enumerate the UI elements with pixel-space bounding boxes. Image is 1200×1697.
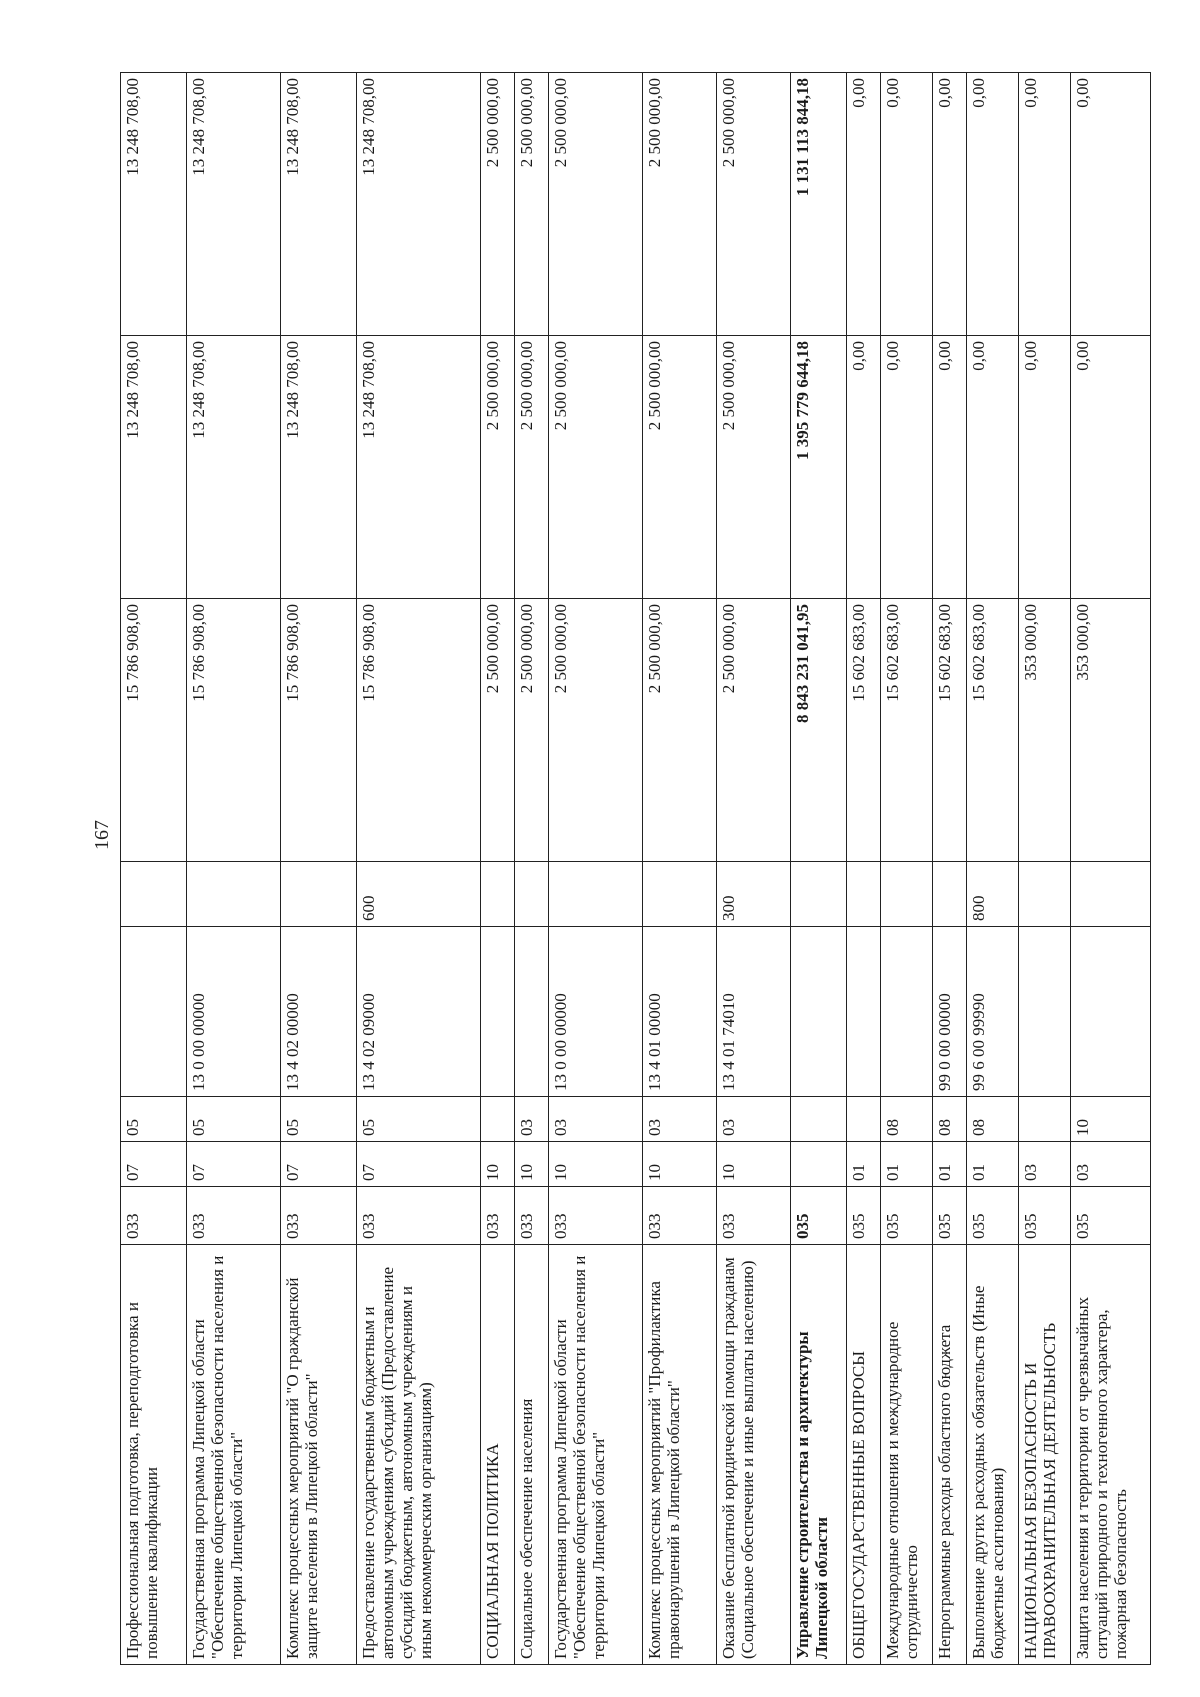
- cell-vr: 800: [967, 862, 1019, 927]
- cell-csr: [847, 927, 881, 1097]
- table-row: [357, 73, 481, 1665]
- table-row: [281, 73, 357, 1665]
- cell-rz: 01: [847, 1142, 881, 1187]
- cell-pr: 08: [967, 1097, 1019, 1142]
- cell-rz: 10: [717, 1142, 791, 1187]
- cell-ved: 033: [281, 1187, 357, 1245]
- cell-name: НАЦИОНАЛЬНАЯ БЕЗОПАСНОСТЬ И ПРАВООХРАНИТЕЛЬНАЯ ДЕЯТЕЛЬНОСТЬ: [1019, 1245, 1071, 1665]
- cell-ved: 033: [357, 1187, 481, 1245]
- cell-s2: 13 248 708,00: [281, 336, 357, 599]
- cell-s2: 2 500 000,00: [717, 336, 791, 599]
- cell-s1: 2 500 000,00: [481, 599, 515, 862]
- cell-ved: 033: [187, 1187, 281, 1245]
- cell-s2: 0,00: [1071, 336, 1151, 599]
- cell-csr: 13 4 01 00000: [643, 927, 717, 1097]
- table-row: [515, 73, 549, 1665]
- cell-s3: 13 248 708,00: [281, 73, 357, 336]
- cell-rz: 07: [187, 1142, 281, 1187]
- cell-rz: 10: [481, 1142, 515, 1187]
- cell-s1: 15 602 683,00: [933, 599, 967, 862]
- cell-s1: 15 786 908,00: [281, 599, 357, 862]
- cell-s1: 8 843 231 041,95: [791, 599, 847, 862]
- cell-s3: 2 500 000,00: [643, 73, 717, 336]
- cell-name: Профессиональная подготовка, переподготовка и повышение квалификации: [121, 1245, 187, 1665]
- cell-s3: 0,00: [847, 73, 881, 336]
- cell-vr: [121, 862, 187, 927]
- cell-s3: 13 248 708,00: [187, 73, 281, 336]
- cell-ved: 035: [791, 1187, 847, 1245]
- cell-s3: 0,00: [881, 73, 933, 336]
- cell-s3: 2 500 000,00: [481, 73, 515, 336]
- cell-pr: [1019, 1097, 1071, 1142]
- cell-ved: 035: [967, 1187, 1019, 1245]
- cell-name: СОЦИАЛЬНАЯ ПОЛИТИКА: [481, 1245, 515, 1665]
- cell-ved: 035: [933, 1187, 967, 1245]
- cell-rz: 07: [357, 1142, 481, 1187]
- cell-s1: 353 000,00: [1019, 599, 1071, 862]
- cell-pr: [847, 1097, 881, 1142]
- cell-pr: 08: [933, 1097, 967, 1142]
- cell-s2: 0,00: [1019, 336, 1071, 599]
- table-row: [643, 73, 717, 1665]
- table-row: [549, 73, 643, 1665]
- budget-table: [120, 72, 1151, 1665]
- cell-name: Управление строительства и архитектуры Липецкой области: [791, 1245, 847, 1665]
- cell-s2: 2 500 000,00: [549, 336, 643, 599]
- cell-rz: 01: [967, 1142, 1019, 1187]
- cell-name: Государственная программа Липецкой области "Обеспечение общественной безопасности населения и территории Липецкой области": [187, 1245, 281, 1665]
- table-row: [791, 73, 847, 1665]
- cell-name: Защита населения и территории от чрезвычайных ситуаций природного и техногенного характера, пожарная безопасность: [1071, 1245, 1151, 1665]
- cell-s2: 0,00: [881, 336, 933, 599]
- cell-csr: 13 0 00 00000: [549, 927, 643, 1097]
- cell-name: Непрограммные расходы областного бюджета: [933, 1245, 967, 1665]
- cell-ved: 035: [881, 1187, 933, 1245]
- cell-vr: [1019, 862, 1071, 927]
- cell-rz: 10: [515, 1142, 549, 1187]
- cell-csr: 13 4 02 00000: [281, 927, 357, 1097]
- cell-vr: [643, 862, 717, 927]
- cell-s1: 15 602 683,00: [847, 599, 881, 862]
- cell-ved: 033: [481, 1187, 515, 1245]
- table-row: [967, 73, 1019, 1665]
- cell-s3: 2 500 000,00: [549, 73, 643, 336]
- cell-vr: [515, 862, 549, 927]
- cell-ved: 035: [1071, 1187, 1151, 1245]
- table-row: [933, 73, 967, 1665]
- cell-s3: 2 500 000,00: [515, 73, 549, 336]
- cell-s1: 2 500 000,00: [515, 599, 549, 862]
- cell-ved: 033: [717, 1187, 791, 1245]
- cell-s3: 13 248 708,00: [357, 73, 481, 336]
- cell-ved: 035: [1019, 1187, 1071, 1245]
- cell-vr: [549, 862, 643, 927]
- page-number: 167: [91, 820, 113, 850]
- cell-s3: 2 500 000,00: [717, 73, 791, 336]
- cell-pr: 08: [881, 1097, 933, 1142]
- cell-rz: 07: [121, 1142, 187, 1187]
- cell-vr: [791, 862, 847, 927]
- table-row: [847, 73, 881, 1665]
- cell-s2: 2 500 000,00: [515, 336, 549, 599]
- table-row: [121, 73, 187, 1665]
- budget-table-body: [121, 73, 1151, 1665]
- cell-s1: 2 500 000,00: [717, 599, 791, 862]
- cell-vr: [281, 862, 357, 927]
- cell-name: Комплекс процессных мероприятий "О гражданской защите населения в Липецкой области": [281, 1245, 357, 1665]
- cell-s1: 2 500 000,00: [549, 599, 643, 862]
- cell-s2: 2 500 000,00: [643, 336, 717, 599]
- cell-csr: [121, 927, 187, 1097]
- budget-table-container: [120, 73, 1131, 1665]
- cell-name: Комплекс процессных мероприятий "Профилактика правонарушений в Липецкой области": [643, 1245, 717, 1665]
- cell-csr: [791, 927, 847, 1097]
- table-row: [1071, 73, 1151, 1665]
- cell-csr: [515, 927, 549, 1097]
- cell-name: Социальное обеспечение населения: [515, 1245, 549, 1665]
- cell-ved: 033: [515, 1187, 549, 1245]
- cell-s2: 0,00: [967, 336, 1019, 599]
- cell-csr: 99 0 00 00000: [933, 927, 967, 1097]
- cell-rz: 01: [933, 1142, 967, 1187]
- cell-s2: 1 395 779 644,18: [791, 336, 847, 599]
- cell-s1: 15 786 908,00: [187, 599, 281, 862]
- cell-vr: [881, 862, 933, 927]
- table-row: [881, 73, 933, 1665]
- cell-rz: 10: [643, 1142, 717, 1187]
- cell-rz: 03: [1019, 1142, 1071, 1187]
- cell-s1: 15 786 908,00: [357, 599, 481, 862]
- table-row: [187, 73, 281, 1665]
- cell-ved: 035: [847, 1187, 881, 1245]
- cell-s1: 15 602 683,00: [967, 599, 1019, 862]
- cell-vr: [1071, 862, 1151, 927]
- cell-csr: 13 4 01 74010: [717, 927, 791, 1097]
- cell-s1: 2 500 000,00: [643, 599, 717, 862]
- cell-s2: 13 248 708,00: [121, 336, 187, 599]
- cell-pr: 03: [717, 1097, 791, 1142]
- cell-name: Международные отношения и международное сотрудничество: [881, 1245, 933, 1665]
- cell-csr: [1019, 927, 1071, 1097]
- cell-s2: 13 248 708,00: [187, 336, 281, 599]
- cell-s3: 13 248 708,00: [121, 73, 187, 336]
- cell-name: Оказание бесплатной юридической помощи гражданам (Социальное обеспечение и иные выплаты населению): [717, 1245, 791, 1665]
- cell-vr: [847, 862, 881, 927]
- cell-s1: 15 602 683,00: [881, 599, 933, 862]
- cell-s3: 0,00: [933, 73, 967, 336]
- cell-pr: [791, 1097, 847, 1142]
- cell-s3: 1 131 113 844,18: [791, 73, 847, 336]
- cell-s2: 13 248 708,00: [357, 336, 481, 599]
- cell-name: ОБЩЕГОСУДАРСТВЕННЫЕ ВОПРОСЫ: [847, 1245, 881, 1665]
- cell-rz: [791, 1142, 847, 1187]
- cell-s2: 0,00: [933, 336, 967, 599]
- cell-pr: 03: [515, 1097, 549, 1142]
- cell-pr: [481, 1097, 515, 1142]
- cell-s2: 2 500 000,00: [481, 336, 515, 599]
- cell-pr: 03: [643, 1097, 717, 1142]
- cell-csr: 13 0 00 00000: [187, 927, 281, 1097]
- cell-pr: 10: [1071, 1097, 1151, 1142]
- cell-ved: 033: [549, 1187, 643, 1245]
- cell-rz: 07: [281, 1142, 357, 1187]
- cell-rz: 03: [1071, 1142, 1151, 1187]
- cell-rz: 10: [549, 1142, 643, 1187]
- cell-s1: 353 000,00: [1071, 599, 1151, 862]
- cell-s3: 0,00: [967, 73, 1019, 336]
- cell-ved: 033: [121, 1187, 187, 1245]
- cell-name: Государственная программа Липецкой области "Обеспечение общественной безопасности населения и территории Липецкой области": [549, 1245, 643, 1665]
- cell-csr: [1071, 927, 1151, 1097]
- cell-pr: 05: [281, 1097, 357, 1142]
- table-row: [481, 73, 515, 1665]
- cell-vr: [187, 862, 281, 927]
- cell-vr: 600: [357, 862, 481, 927]
- table-row: [1019, 73, 1071, 1665]
- cell-s1: 15 786 908,00: [121, 599, 187, 862]
- cell-csr: [481, 927, 515, 1097]
- cell-name: Предоставление государственным бюджетным и автономным учреждениям субсидий (Предоставление субсидий бюджетным, автономным учреждениям и иным некоммерческим организациям): [357, 1245, 481, 1665]
- cell-csr: 13 4 02 09000: [357, 927, 481, 1097]
- cell-vr: [933, 862, 967, 927]
- cell-pr: 05: [187, 1097, 281, 1142]
- cell-ved: 033: [643, 1187, 717, 1245]
- cell-s2: 0,00: [847, 336, 881, 599]
- cell-pr: 05: [121, 1097, 187, 1142]
- cell-vr: [481, 862, 515, 927]
- cell-s3: 0,00: [1019, 73, 1071, 336]
- cell-name: Выполнение других расходных обязательств (Иные бюджетные ассигнования): [967, 1245, 1019, 1665]
- table-row: [717, 73, 791, 1665]
- cell-pr: 05: [357, 1097, 481, 1142]
- cell-rz: 01: [881, 1142, 933, 1187]
- cell-pr: 03: [549, 1097, 643, 1142]
- cell-vr: 300: [717, 862, 791, 927]
- cell-csr: 99 6 00 99990: [967, 927, 1019, 1097]
- cell-s3: 0,00: [1071, 73, 1151, 336]
- cell-csr: [881, 927, 933, 1097]
